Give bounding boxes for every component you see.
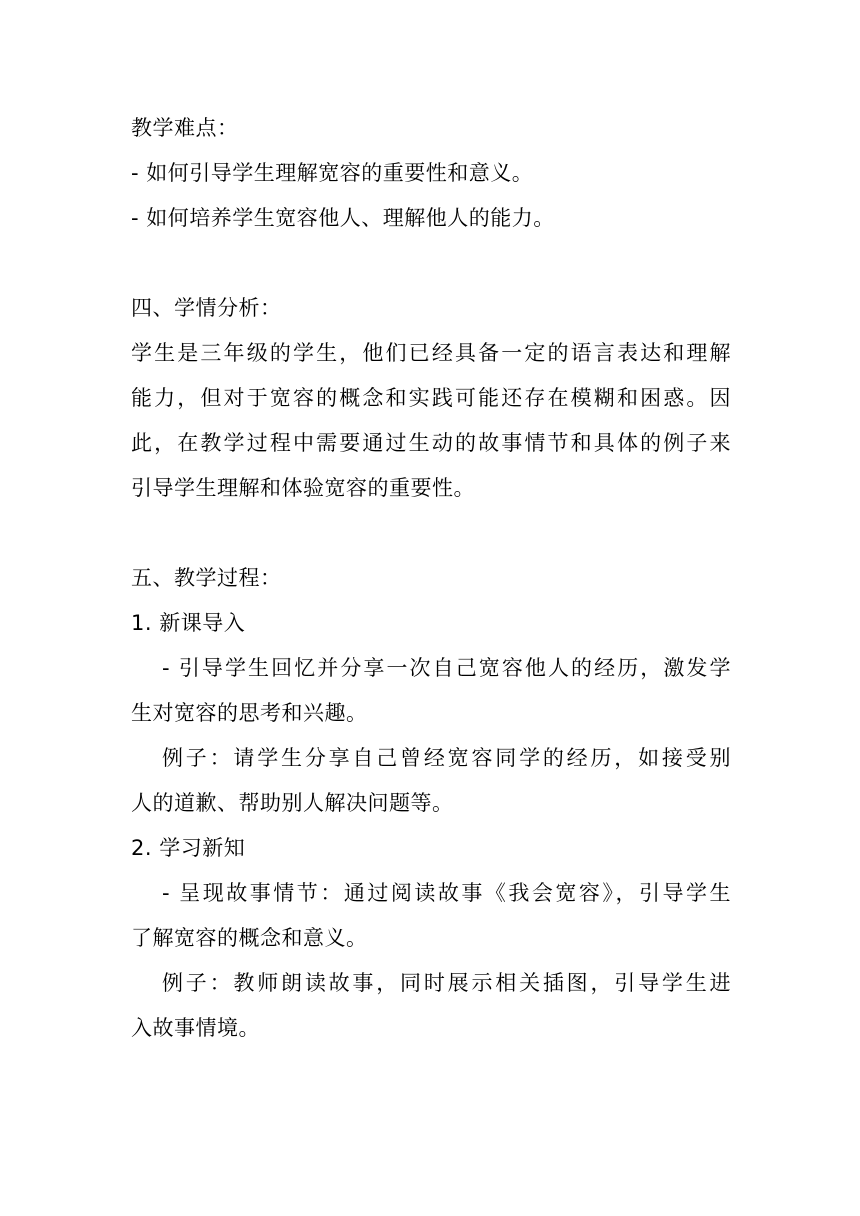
step-item-line: - 呈现故事情节：通过阅读故事《我会宽容》，引导学生 [162,881,731,905]
step-heading-introduction: 1. 新课导入 [131,611,246,635]
paragraph-line: 学生是三年级的学生，他们已经具备一定的语言表达和理解 [131,341,731,365]
step-item-line: 了解宽容的概念和意义。 [131,926,368,950]
example-line: 入故事情境。 [131,1016,260,1040]
difficulty-item: - 如何培养学生宽容他人、理解他人的能力。 [131,206,555,230]
section-heading-teaching-process: 五、教学过程： [131,566,282,590]
paragraph-line: 引导学生理解和体验宽容的重要性。 [131,476,475,500]
paragraph-line: 能力，但对于宽容的概念和实践可能还存在模糊和困惑。因 [131,386,731,410]
step-heading-new-knowledge: 2. 学习新知 [131,836,246,860]
step-item-line: 生对宽容的思考和兴趣。 [131,701,368,725]
heading-teaching-difficulties: 教学难点： [131,116,239,140]
example-line: 例子：教师朗读故事，同时展示相关插图，引导学生进 [162,971,731,995]
step-item-line: - 引导学生回忆并分享一次自己宽容他人的经历，激发学 [162,656,731,680]
section-heading-student-analysis: 四、学情分析： [131,296,282,320]
difficulty-item: - 如何引导学生理解宽容的重要性和意义。 [131,161,534,185]
example-line: 例子：请学生分享自己曾经宽容同学的经历，如接受别 [162,746,731,770]
paragraph-line: 此，在教学过程中需要通过生动的故事情节和具体的例子来 [131,431,731,455]
example-line: 人的道歉、帮助别人解决问题等。 [131,791,454,815]
